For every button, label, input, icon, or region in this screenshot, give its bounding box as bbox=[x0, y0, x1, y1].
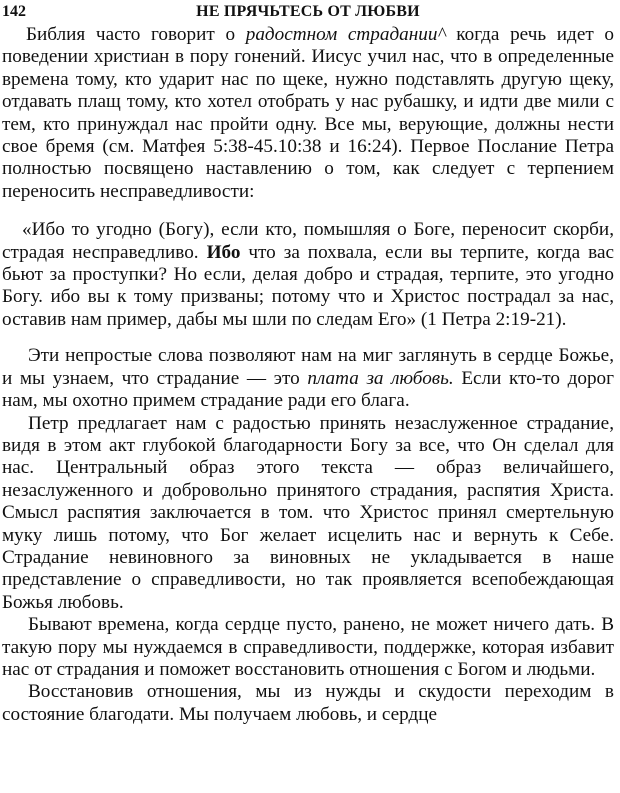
paragraph-1-text-a: Библия часто говорит о bbox=[26, 24, 246, 45]
quote-text-b: что за похвала, если вы терпите, когда вас бьют за проступки? Но если, делая добро и страдая, терпите, это угодно Богу. ибо вы к тому призваны; потому что и Христос пострадал за нас, оставив нам пример, дабы мы шли по следам Его» (1 Петра 2:19-21). bbox=[2, 241, 614, 330]
paragraph-2-italic: плата за любовь. bbox=[307, 367, 454, 389]
scripture-quote bbox=[2, 219, 614, 331]
paragraph-1-text-b: когда речь идет о поведении христиан в пору гонений. Иисус учил нас, что в определенные времена тому, кто ударит нас по щеке, нужно подставлять другую щеку, отдавать плащ тому, кто хотел отобрать у нас рубашку, и идти две мили с тем, кто принуждал нас пройти одну. Все мы, верующие, должны нести свое бремя (см. Матфея 5:38-45.10:38 и 16:24). Первое Послание Петра полностью посвящено наставлению о том, как следует с терпением переносить несправедливости: bbox=[2, 24, 614, 202]
body-text bbox=[2, 24, 614, 726]
paragraph-2 bbox=[2, 345, 614, 412]
paragraph-1-italic: радостном страдании^ bbox=[245, 24, 446, 45]
paragraph-5: Восстановив отношения, мы из нужды и скудости переходим в состояние благодати. Мы получаем любовь, и сердце bbox=[2, 681, 614, 725]
page-number: 142 bbox=[2, 3, 26, 20]
quote-bold-word: Ибо bbox=[206, 241, 241, 263]
paragraph-3: Петр предлагает нам с радостью принять незаслуженное страдание, видя в этом акт глубокой благодарности Богу за все, что Он сделал для нас. Центральный образ этого текста — образ величайшего, незаслуженного и добровольно принятого страдания, распятия Христа. Смысл распятия заключается в том. что Христос принял смертельную муку лишь потому, что Бог желает исцелить нас и вернуть к Себе. Страдание невиновного за виновных не укладывается в наше представление о справедливости, но так проявляется всепобеждающая Божья любовь. bbox=[2, 412, 614, 613]
paragraph-4: Бывают времена, когда сердце пусто, ранено, не может ничего дать. В такую пору мы нуждаемся в справедливости, поддержке, которая избавит нас от страдания и поможет восстановить отношения с Богом и людьми. bbox=[2, 614, 614, 680]
quote-text-a: «Ибо то угодно (Богу), если кто, помышляя о Боге, переносит скорби, страдая несправедливо. bbox=[2, 219, 614, 263]
page-header bbox=[2, 2, 614, 22]
paragraph-1 bbox=[2, 24, 614, 203]
running-title: НЕ ПРЯЧЬТЕСЬ ОТ ЛЮБВИ bbox=[196, 3, 420, 20]
paragraph-2-text-a: Эти непростые слова позволяют нам на миг заглянуть в сердце Божье, и мы узнаем, что страдание — это bbox=[2, 345, 614, 389]
paragraph-2-text-b: Если кто-то дорог нам, мы охотно примем страдание ради его блага. bbox=[2, 367, 615, 412]
